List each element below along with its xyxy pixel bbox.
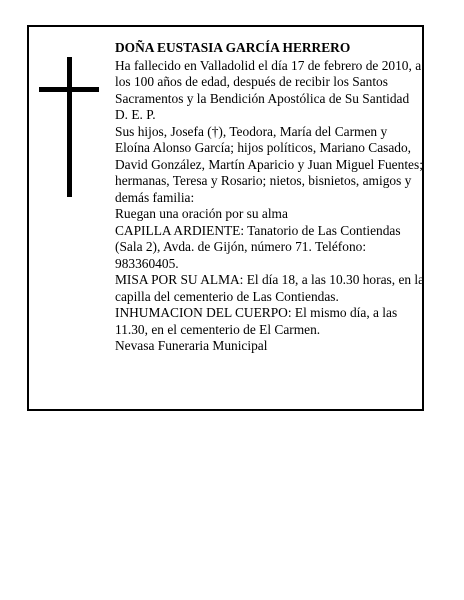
mass-info: MISA POR SU ALMA: El día 18, a las 10.30 horas, en la capilla del cementerio de Las Contiendas. [115,272,425,304]
prayer-request: Ruegan una oración por su alma [115,206,288,221]
notice-text [115,40,425,355]
cross-horizontal-bar [39,87,99,92]
cross-vertical-bar [67,57,72,197]
cross-icon [39,57,99,197]
rip-line: D. E. P. [115,107,156,122]
obituary-notice [27,25,424,411]
burial-info: INHUMACION DEL CUERPO: El mismo día, a las 11.30, en el cementerio de El Carmen. [115,305,398,337]
funeral-home: Nevasa Funeraria Municipal [115,338,268,353]
family-list: Sus hijos, Josefa (†), Teodora, María del Carmen y Eloína Alonso García; hijos políticos, Mariano Casado, David González, Martín Aparicio y Juan Miguel Fuentes; hermanas, Teresa y Rosario; nietos, bisnietos, amigos y demás familia: [115,123,423,205]
chapel-info: CAPILLA ARDIENTE: Tanatorio de Las Contiendas (Sala 2), Avda. de Gijón, número 71. Teléfono: 983360405. [115,222,401,271]
deceased-name: DOÑA EUSTASIA GARCÍA HERRERO [115,40,351,55]
death-statement: Ha fallecido en Valladolid el día 17 de febrero de 2010, a los 100 años de edad, después de recibir los Santos Sacramentos y la Bendición Apostólica de Su Santidad [115,57,422,106]
